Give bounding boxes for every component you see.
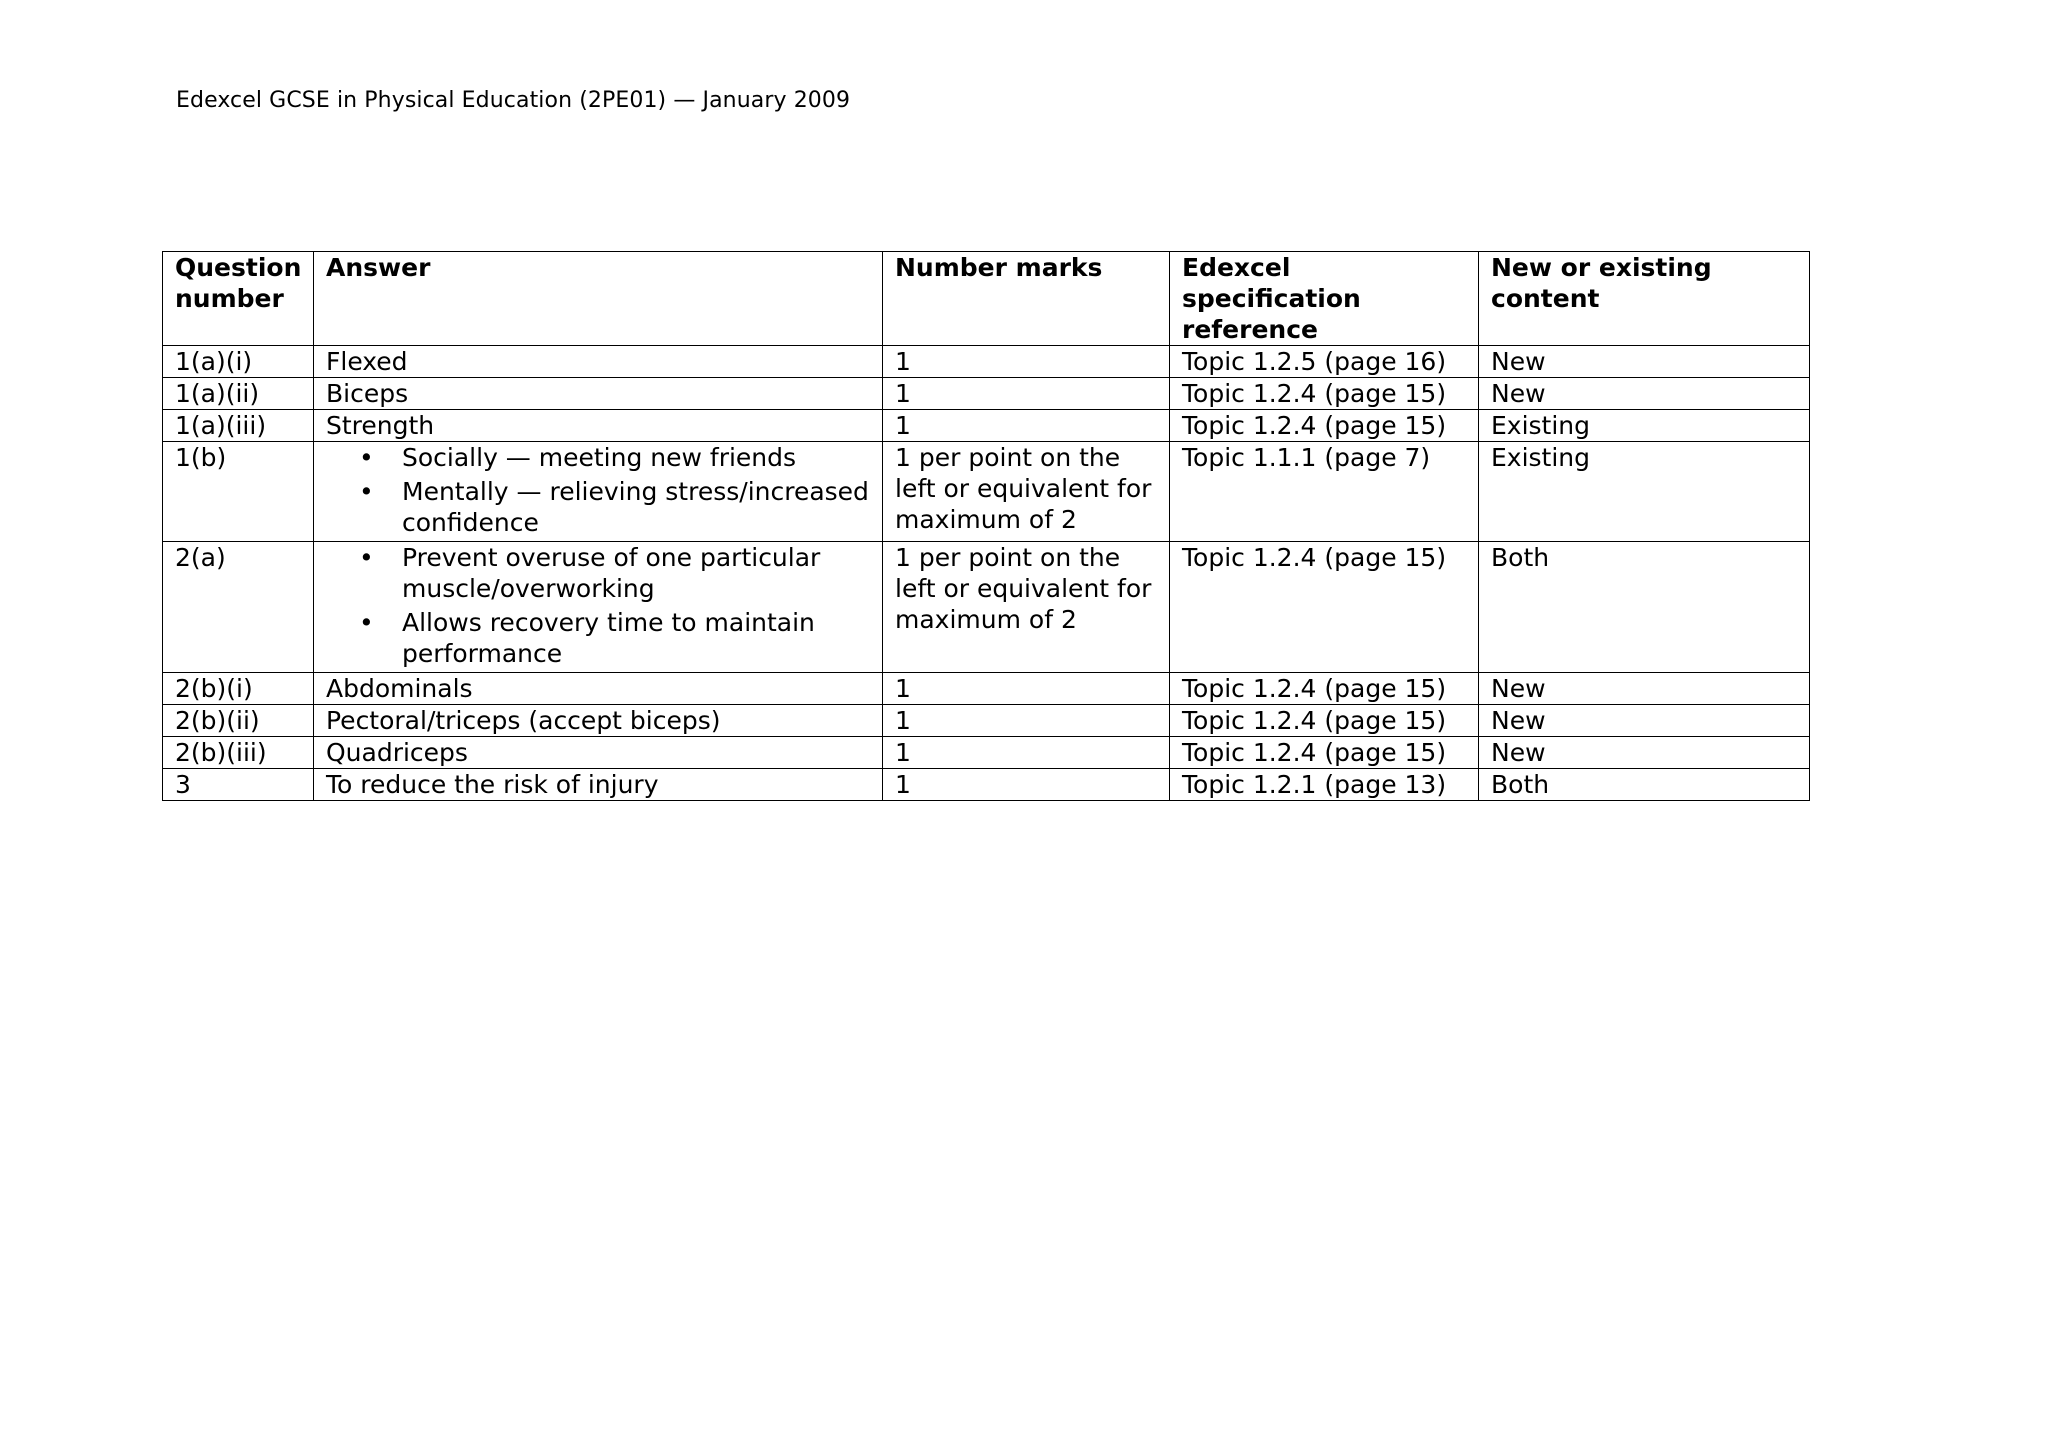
question-cell: 2(b)(iii) [163, 737, 314, 769]
reference-cell: Topic 1.2.4 (page 15) [1170, 542, 1479, 673]
table-row [163, 769, 1810, 801]
content-cell: Both [1479, 542, 1810, 673]
marks-cell: 1 [883, 346, 1170, 378]
reference-cell: Topic 1.2.4 (page 15) [1170, 673, 1479, 705]
marks-cell: 1 [883, 673, 1170, 705]
column-header-marks: Number marks [883, 252, 1170, 346]
answer-bullet-list [326, 542, 870, 669]
table-row [163, 442, 1810, 542]
answer-bullet-item: • Allows recovery time to maintain performance [402, 607, 870, 669]
answer-bullet-list [326, 442, 870, 538]
question-cell: 3 [163, 769, 314, 801]
marks-cell: 1 [883, 705, 1170, 737]
marks-cell: 1 [883, 410, 1170, 442]
content-cell: New [1479, 346, 1810, 378]
reference-cell: Topic 1.2.5 (page 16) [1170, 346, 1479, 378]
table-row [163, 737, 1810, 769]
marks-cell: 1 [883, 737, 1170, 769]
table-row [163, 542, 1810, 673]
column-header-question: Question number [163, 252, 314, 346]
marks-cell: 1 [883, 769, 1170, 801]
answer-cell: Pectoral/triceps (accept biceps) [314, 705, 883, 737]
answer-cell: Biceps [314, 378, 883, 410]
question-cell: 2(b)(ii) [163, 705, 314, 737]
reference-cell: Topic 1.2.1 (page 13) [1170, 769, 1479, 801]
table-row [163, 673, 1810, 705]
question-cell: 1(a)(iii) [163, 410, 314, 442]
question-cell: 2(a) [163, 542, 314, 673]
answer-bullet-item: • Prevent overuse of one particular muscle/overworking [402, 542, 870, 604]
reference-cell: Topic 1.2.4 (page 15) [1170, 410, 1479, 442]
answer-bullet-item: • Socially — meeting new friends [402, 442, 870, 473]
content-cell: Both [1479, 769, 1810, 801]
question-cell: 1(a)(i) [163, 346, 314, 378]
reference-cell: Topic 1.2.4 (page 15) [1170, 705, 1479, 737]
question-cell: 1(a)(ii) [163, 378, 314, 410]
page-header: Edexcel GCSE in Physical Education (2PE01) — January 2009 [176, 88, 851, 113]
marks-cell: 1 per point on the left or equivalent for maximum of 2 [883, 542, 1170, 673]
answer-bullet-item: • Mentally — relieving stress/increased confidence [402, 476, 870, 538]
column-header-answer: Answer [314, 252, 883, 346]
column-header-reference: Edexcel specification reference [1170, 252, 1479, 346]
answer-cell: Flexed [314, 346, 883, 378]
content-cell: Existing [1479, 410, 1810, 442]
answer-cell [314, 442, 883, 542]
table-row [163, 346, 1810, 378]
reference-cell: Topic 1.1.1 (page 7) [1170, 442, 1479, 542]
mark-scheme-table [162, 251, 1810, 801]
content-cell: New [1479, 673, 1810, 705]
table-header-row [163, 252, 1810, 346]
question-cell: 2(b)(i) [163, 673, 314, 705]
answer-cell [314, 542, 883, 673]
content-cell: New [1479, 705, 1810, 737]
question-cell: 1(b) [163, 442, 314, 542]
column-header-content: New or existing content [1479, 252, 1810, 346]
answer-cell: Abdominals [314, 673, 883, 705]
content-cell: New [1479, 378, 1810, 410]
reference-cell: Topic 1.2.4 (page 15) [1170, 737, 1479, 769]
table-row [163, 705, 1810, 737]
content-cell: New [1479, 737, 1810, 769]
answer-cell: Quadriceps [314, 737, 883, 769]
marks-cell: 1 per point on the left or equivalent for maximum of 2 [883, 442, 1170, 542]
marks-cell: 1 [883, 378, 1170, 410]
answer-cell: To reduce the risk of injury [314, 769, 883, 801]
reference-cell: Topic 1.2.4 (page 15) [1170, 378, 1479, 410]
table-row [163, 410, 1810, 442]
table-row [163, 378, 1810, 410]
answer-cell: Strength [314, 410, 883, 442]
content-cell: Existing [1479, 442, 1810, 542]
